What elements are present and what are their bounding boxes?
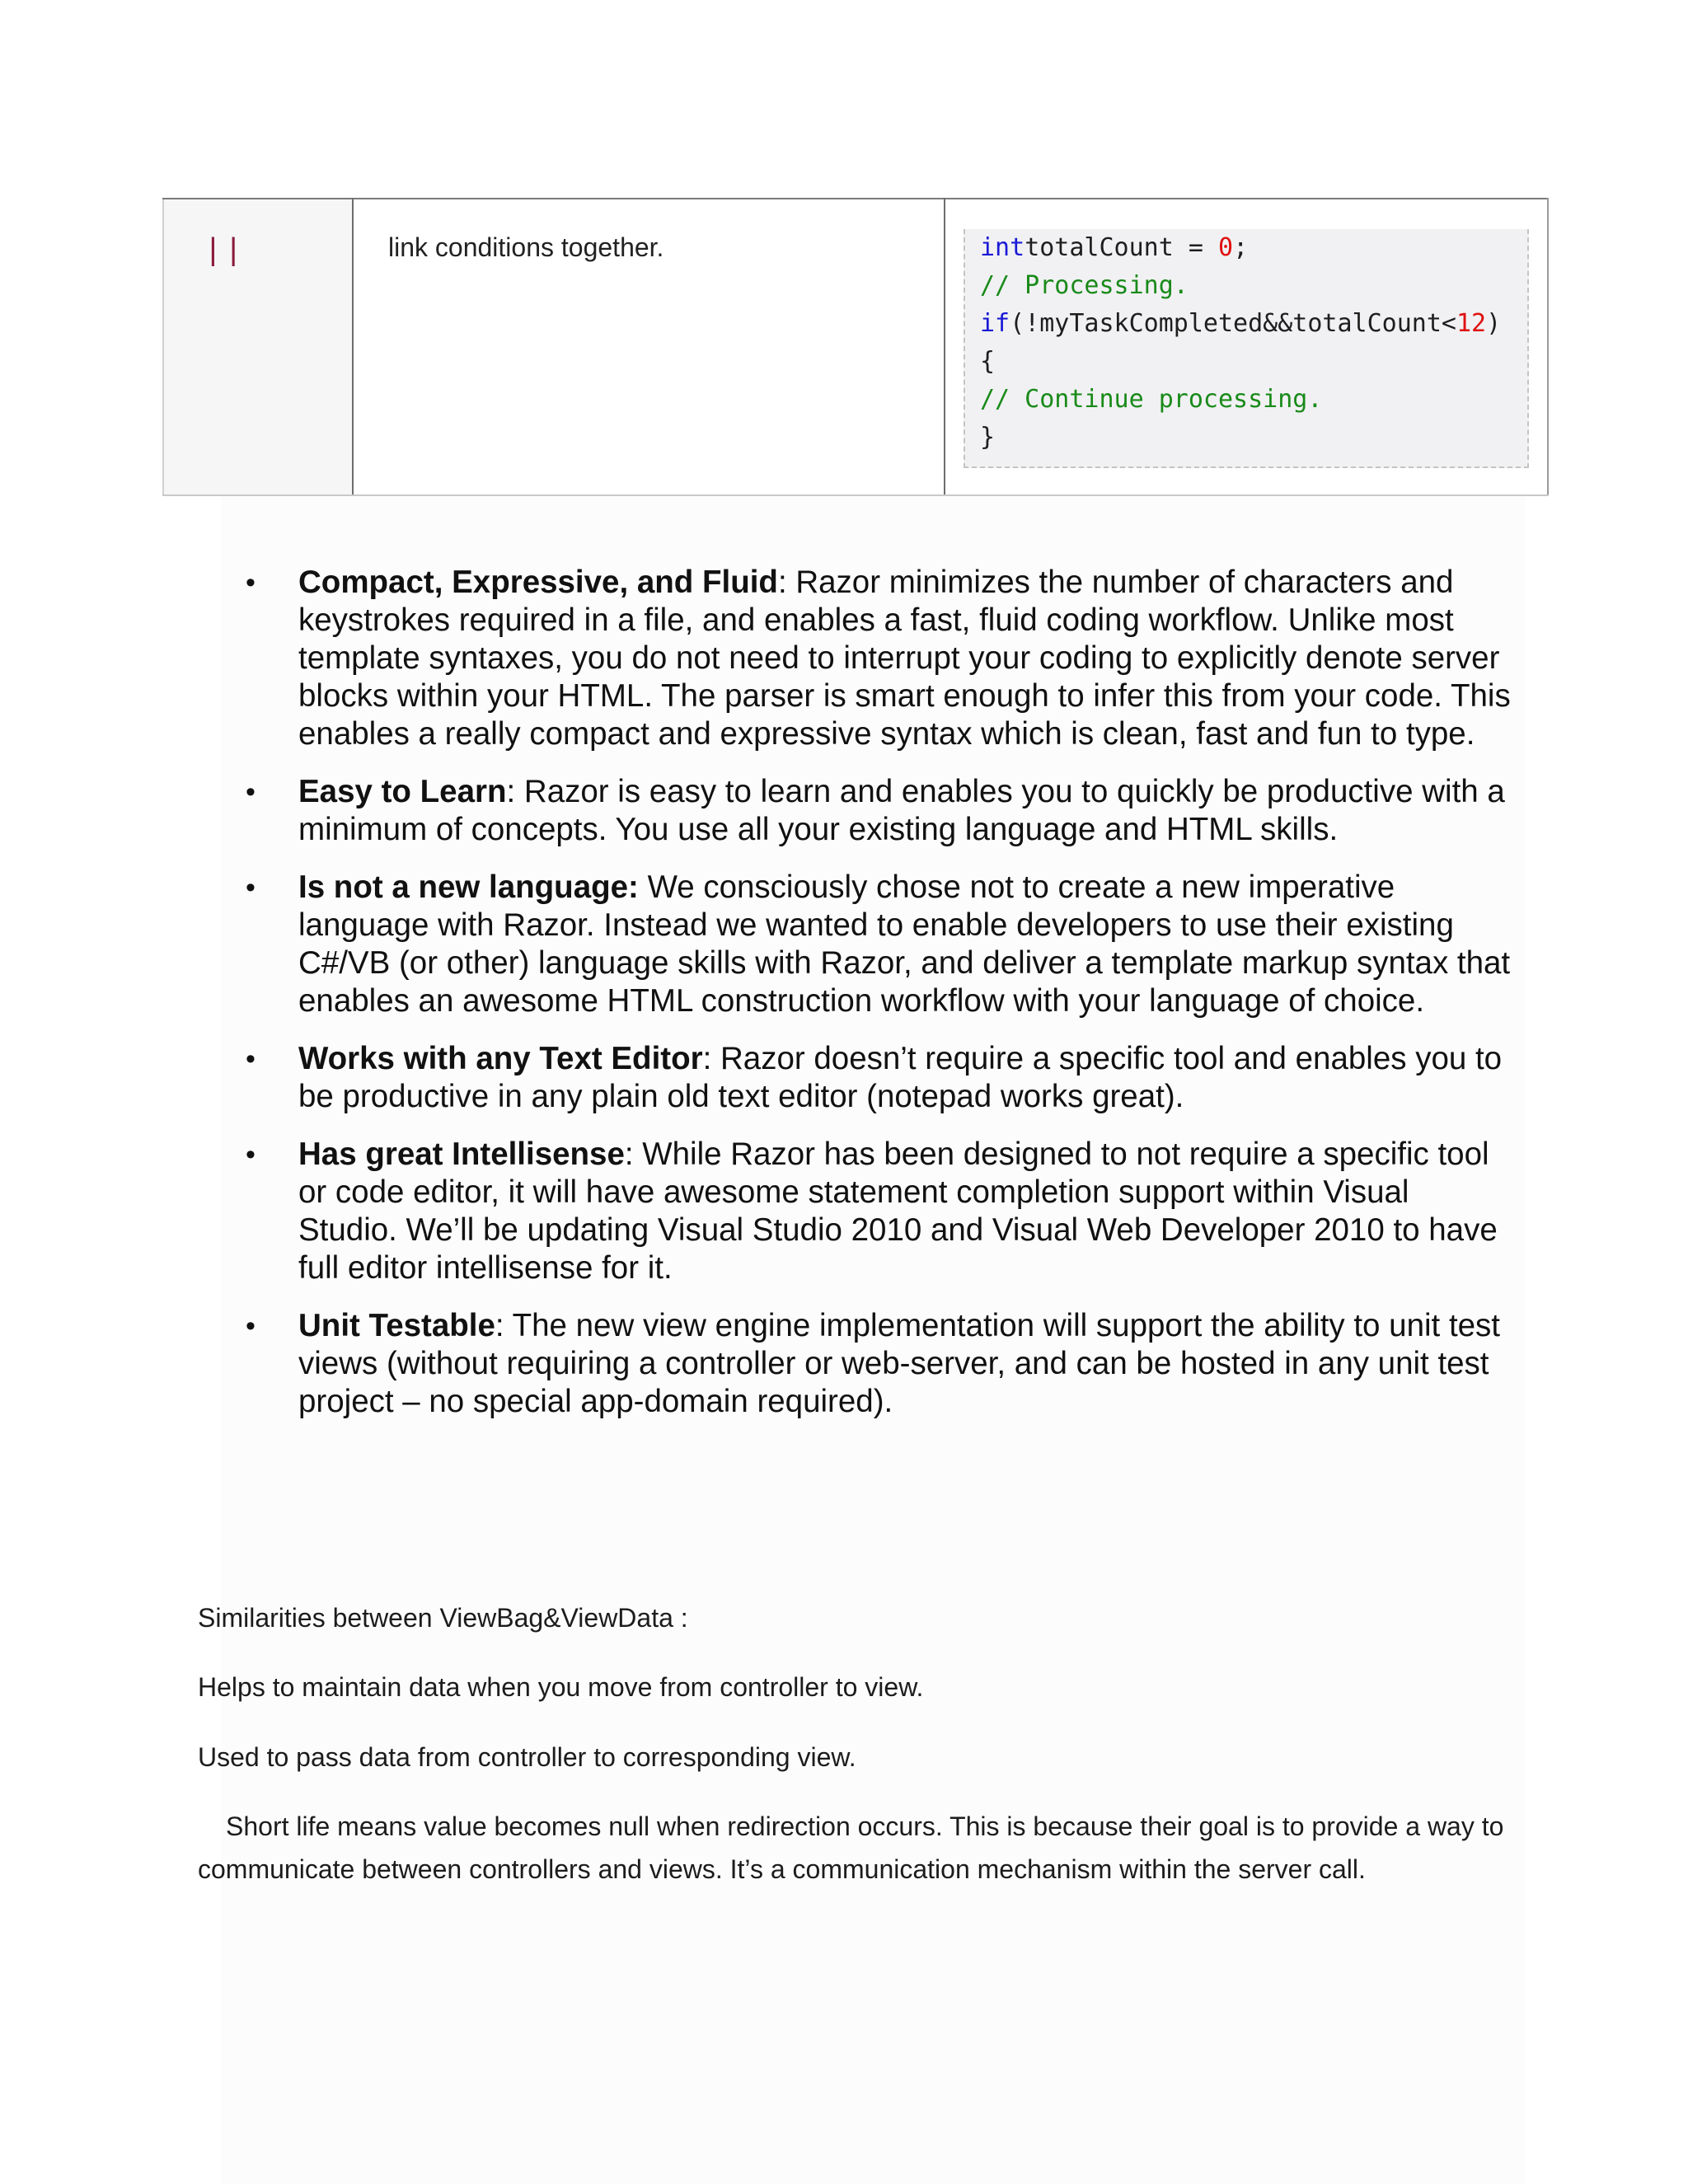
similarity-line-2: Used to pass data from controller to corresponding view. — [198, 1742, 856, 1772]
code-line — [980, 229, 1527, 267]
bullet-icon: • — [246, 1139, 256, 1170]
code-token: // Continue processing. — [980, 385, 1323, 414]
code-line — [980, 343, 1527, 381]
operator-symbol: || — [204, 234, 245, 269]
feature-text: : Razor minimizes the number of characters and keystrokes required in a file, and enables a fast, fluid coding workflow. Unlike most template syntaxes, you do not need to interrupt your coding to explicitly denote server blocks within your HTML. The parser is smart enough to infer this from your code. This enables a really compact and expressive syntax which is clean, fast and fun to type. — [298, 565, 1511, 752]
razor-features-list — [246, 564, 1515, 1441]
code-line — [980, 381, 1527, 419]
example-cell — [945, 199, 1548, 495]
code-token: // Processing. — [980, 271, 1189, 300]
operator-description: link conditions together. — [388, 232, 664, 262]
feature-text: : The new view engine implementation will support the ability to unit test views (without requiring a controller or web-server, and can be hosted in any unit test project – no special app-domain required). — [298, 1308, 1500, 1419]
feature-text: : Razor is easy to learn and enables you to quickly be productive with a minimum of concepts. You use all your existing language and HTML skills. — [298, 774, 1505, 847]
feature-term: Has great Intellisense — [298, 1137, 625, 1172]
operator-cell — [163, 199, 353, 495]
code-token: totalCount = — [1025, 233, 1218, 262]
bullet-icon: • — [246, 1310, 256, 1342]
code-example — [964, 229, 1529, 468]
code-line — [980, 267, 1527, 305]
similarity-line-1: Helps to maintain data when you move from controller to view. — [198, 1672, 924, 1702]
code-token: int — [980, 233, 1025, 262]
operator-table — [162, 198, 1549, 496]
feature-term: Works with any Text Editor — [298, 1041, 703, 1076]
list-item — [246, 1040, 1515, 1116]
code-token: (!myTaskCompleted&&totalCount< — [1010, 309, 1456, 338]
code-token: if — [980, 309, 1010, 338]
list-item — [246, 869, 1515, 1020]
code-token: ) — [1486, 309, 1502, 338]
feature-term: Unit Testable — [298, 1308, 495, 1343]
code-line — [980, 305, 1527, 343]
list-item — [246, 564, 1515, 753]
bullet-icon: • — [246, 567, 256, 598]
bullet-icon: • — [246, 872, 256, 903]
code-block — [980, 229, 1527, 457]
bullet-icon: • — [246, 776, 256, 808]
table-row — [163, 199, 1548, 495]
feature-text: : Razor doesn’t require a specific tool and enables you to be productive in any plain old text editor (notepad works great). — [298, 1041, 1503, 1114]
code-token: } — [980, 423, 996, 452]
feature-term: Is not a new language: — [298, 869, 639, 905]
feature-term: Easy to Learn — [298, 774, 507, 809]
feature-text: : While Razor has been designed to not require a specific tool or code editor, it will have awesome statement completion support within Visual Studio. We’ll be updating Visual Studio 2010 and Visual Web Developer 2010 to have full editor intellisense for it. — [298, 1137, 1498, 1286]
list-item — [246, 1307, 1515, 1421]
list-item — [246, 773, 1515, 849]
similarities-heading: Similarities between ViewBag&ViewData : — [198, 1603, 688, 1633]
code-token: 0 — [1218, 233, 1234, 262]
description-cell — [353, 199, 945, 495]
code-token: 12 — [1456, 309, 1487, 338]
list-item — [246, 1136, 1515, 1287]
code-token: ; — [1233, 233, 1249, 262]
feature-term: Compact, Expressive, and Fluid — [298, 565, 778, 600]
bullet-icon: • — [246, 1043, 256, 1075]
feature-text: We consciously chose not to create a new imperative language with Razor. Instead we wanted to enable developers to use their existing C#/VB (or other) language skills with Razor, and deliver a template markup syntax that enables an awesome HTML construction workflow with your language of choice. — [298, 869, 1511, 1019]
similarity-line-3: Short life means value becomes null when redirection occurs. This is because their goal is to provide a way to communicate between controllers and views. It’s a communication mechanism within the server call. — [198, 1811, 1504, 1884]
code-line — [980, 419, 1527, 457]
code-token: { — [980, 347, 996, 376]
